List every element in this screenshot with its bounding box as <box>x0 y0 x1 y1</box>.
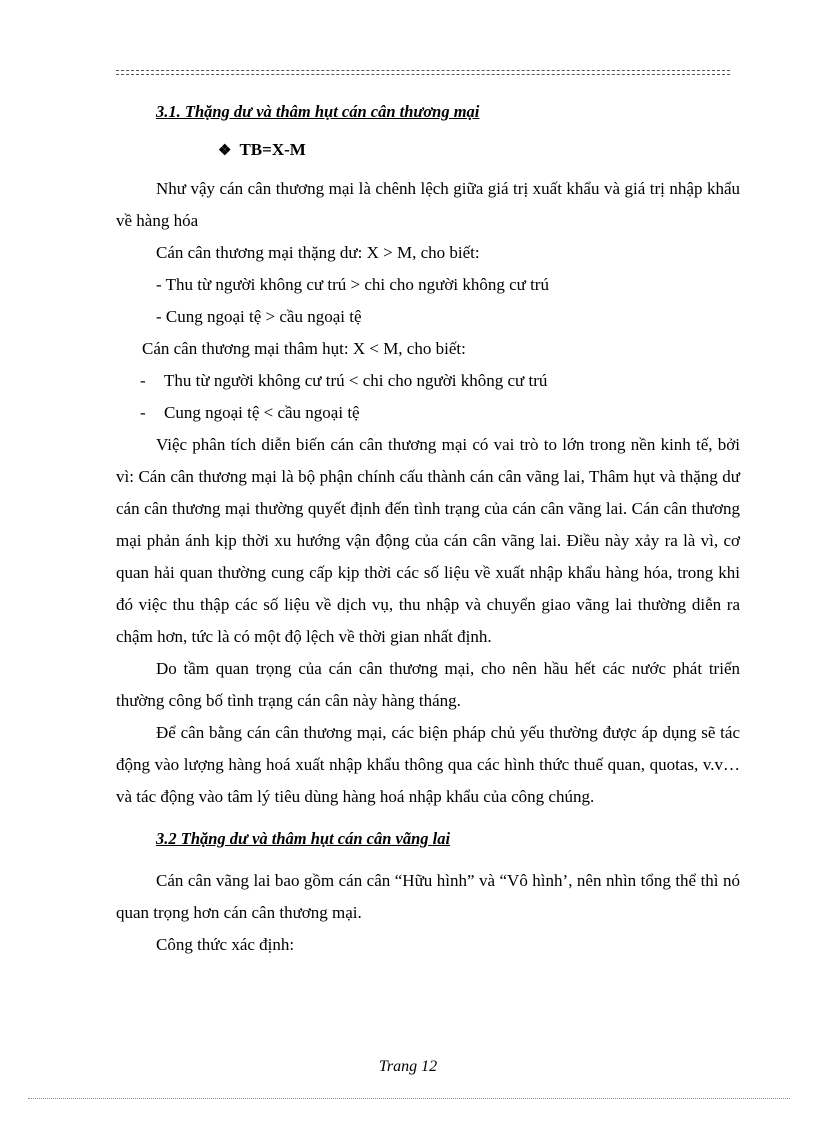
section-heading-3-2: 3.2 Thặng dư và thâm hụt cán cân vãng lai <box>156 829 451 848</box>
deficit-item-2: - Cung ngoại tệ < cầu ngoại tệ <box>116 397 740 429</box>
page-content <box>116 96 740 961</box>
deficit-intro: Cán cân thương mại thâm hụt: X < M, cho biết: <box>142 339 466 358</box>
deficit-item-1: - Thu từ người không cư trú < chi cho người không cư trú <box>116 365 740 397</box>
dash-bullet: - <box>140 403 146 422</box>
page-number: Trang 12 <box>378 1058 438 1075</box>
header-divider <box>116 70 730 75</box>
paragraph-importance: Do tầm quan trọng của cán cân thương mại, cho nên hầu hết các nước phát triển thường công bố tình trạng cán cân này hàng tháng. <box>116 659 740 710</box>
paragraph-balancing: Để cân bằng cán cân thương mại, các biện pháp chủ yếu thường được áp dụng sẽ tác động vào lượng hàng hoá xuất nhập khẩu thông qua các hình thức thuế quan, quotas, v.v… và tác động vào tâm lý tiêu dùng hàng hoá nhập khẩu của công chúng. <box>116 723 740 806</box>
dash-bullet: - <box>140 371 146 390</box>
diamond-bullet-icon: ❖ <box>218 143 232 159</box>
paragraph-formula-intro: Công thức xác định: <box>156 935 295 954</box>
footer-divider <box>28 1098 790 1099</box>
paragraph-analysis: Việc phân tích diễn biến cán cân thương mại có vai trò to lớn trong nền kinh tế, bởi vì: Cán cân thương mại là bộ phận chính cấu thành cán cân vãng lai, Thâm hụt và thặng dư cán cân thương mại thường quyết định đến tình trạng của cán cân vãng lai. Cán cân thương mại phản ánh kịp thời xu hướng vận động của cán cân vãng lai. Điều này xảy ra là vì, cơ quan hải quan thường cung cấp kịp thời các số liệu về xuất nhập khẩu hàng hóa, trong khi đó việc thu thập các số liệu về dịch vụ, thu nhập và chuyển giao vãng lai thường diễn ra chậm hơn, tức là có một độ lệch về thời gian nhất định. <box>116 435 740 646</box>
section-heading-3-1: 3.1. Thặng dư và thâm hụt cán cân thương mại <box>156 102 480 121</box>
surplus-item-1: - Thu từ người không cư trú > chi cho người không cư trú <box>156 275 549 294</box>
paragraph-current-account: Cán cân vãng lai bao gồm cán cân “Hữu hình” và “Vô hình’, nên nhìn tổng thể thì nó quan trọng hơn cán cân thương mại. <box>116 871 740 922</box>
paragraph-definition: Như vậy cán cân thương mại là chênh lệch giữa giá trị xuất khẩu và giá trị nhập khẩu về hàng hóa <box>116 179 740 230</box>
surplus-item-2: - Cung ngoại tệ > cầu ngoại tệ <box>156 307 362 326</box>
surplus-intro: Cán cân thương mại thặng dư: X > M, cho biết: <box>156 243 480 262</box>
formula-text: TB=X-M <box>239 140 306 159</box>
formula-line <box>116 134 740 167</box>
